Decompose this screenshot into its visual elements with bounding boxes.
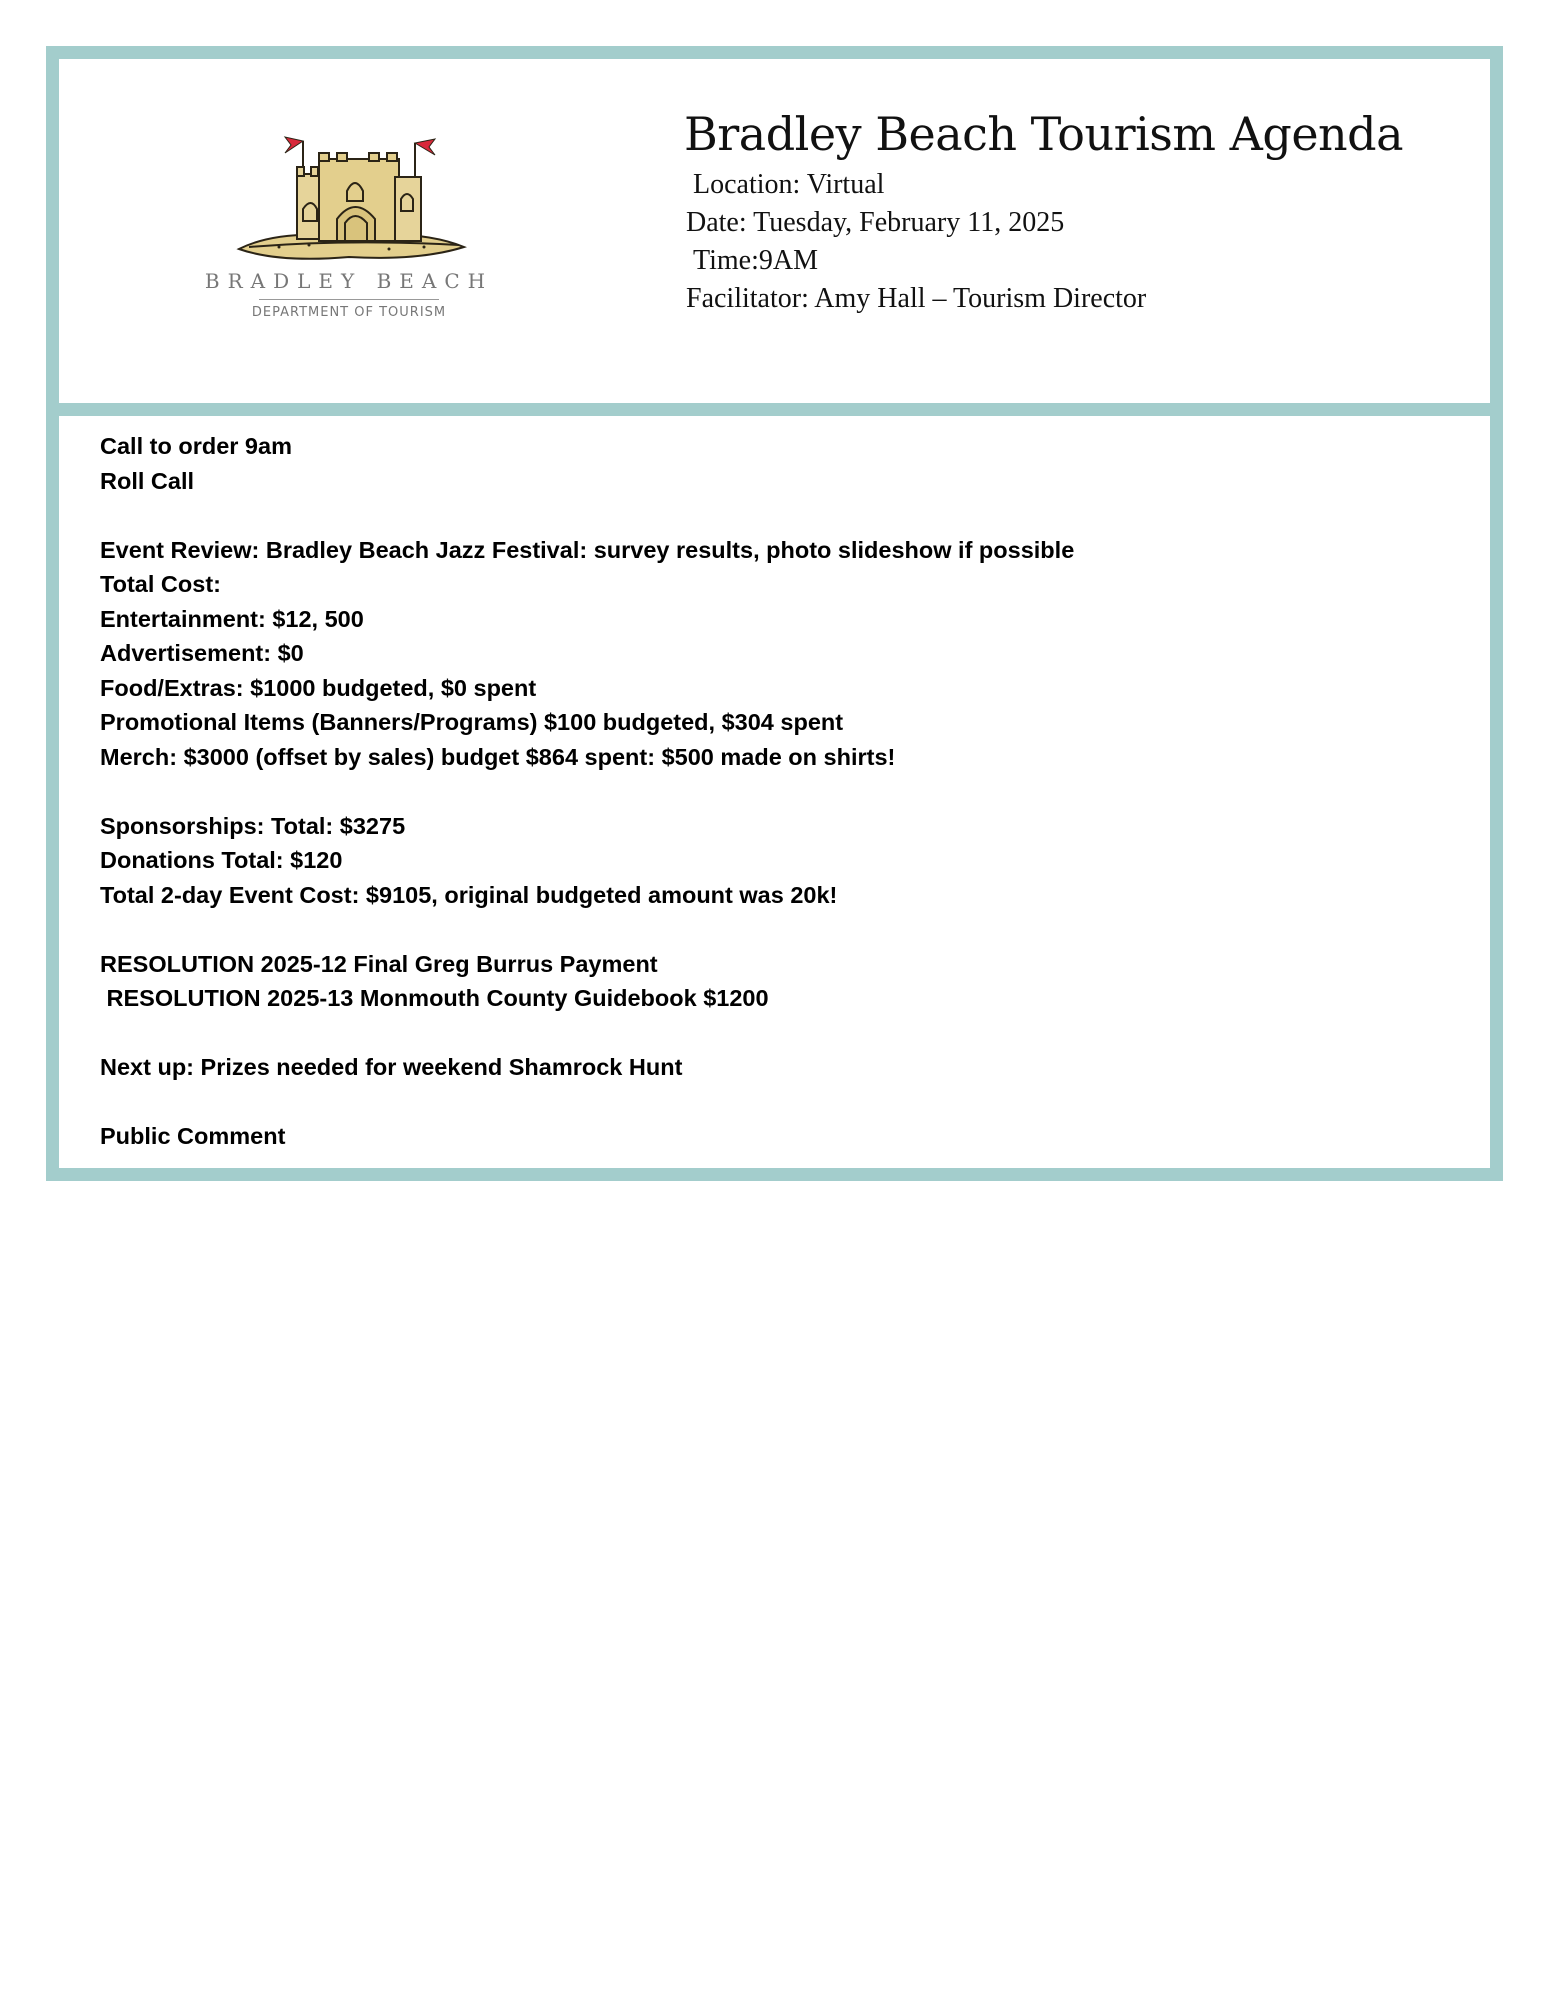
spacer [100, 1016, 1460, 1051]
agenda-item: Food/Extras: $1000 budgeted, $0 spent [100, 674, 537, 701]
agenda-frame [46, 46, 1503, 1181]
bradley-beach-logo [204, 129, 494, 329]
agenda-header [59, 59, 1490, 403]
agenda-item: RESOLUTION 2025-13 Monmouth County Guidebook $1200 [100, 985, 769, 1011]
agenda-item: Donations Total: $120 [100, 847, 343, 873]
agenda-item: Merch: $3000 (offset by sales) budget $864 spent: $500 made on shirts! [100, 743, 896, 770]
agenda-item: Event Review: Bradley Beach Jazz Festival: survey results, photo slideshow if possible [100, 536, 1075, 563]
sandcastle-icon [219, 129, 479, 269]
logo-divider [259, 299, 439, 300]
section-divider [59, 403, 1490, 416]
spacer [100, 774, 1460, 809]
spacer [100, 1085, 1460, 1120]
page-title: Bradley Beach Tourism Agenda [684, 107, 1404, 161]
meeting-time: Time:9AM [693, 245, 819, 276]
spacer [100, 498, 1460, 533]
agenda-item: Entertainment: $12, 500 [100, 605, 364, 632]
meeting-date: Date: Tuesday, February 11, 2025 [686, 207, 1065, 238]
logo-subtitle: DEPARTMENT OF TOURISM [251, 305, 447, 320]
meeting-location: Location: Virtual [693, 169, 885, 200]
agenda-item: Advertisement: $0 [100, 640, 304, 666]
agenda-body [100, 429, 1460, 1154]
agenda-item: Call to order 9am [100, 433, 292, 459]
agenda-item: Roll Call [100, 467, 195, 494]
meeting-facilitator: Facilitator: Amy Hall – Tourism Director [686, 283, 1147, 314]
agenda-item: Sponsorships: Total: $3275 [100, 812, 406, 839]
agenda-item: Total Cost: [100, 571, 221, 597]
agenda-item: Next up: Prizes needed for weekend Shamrock Hunt [100, 1054, 683, 1080]
logo-name: BRADLEY BEACH [204, 269, 494, 293]
agenda-item: Total 2-day Event Cost: $9105, original budgeted amount was 20k! [100, 881, 838, 908]
agenda-item: Public Comment [100, 1123, 286, 1149]
agenda-item: RESOLUTION 2025-12 Final Greg Burrus Payment [100, 950, 658, 977]
spacer [100, 912, 1460, 947]
agenda-item: Promotional Items (Banners/Programs) $100 budgeted, $304 spent [100, 709, 844, 735]
